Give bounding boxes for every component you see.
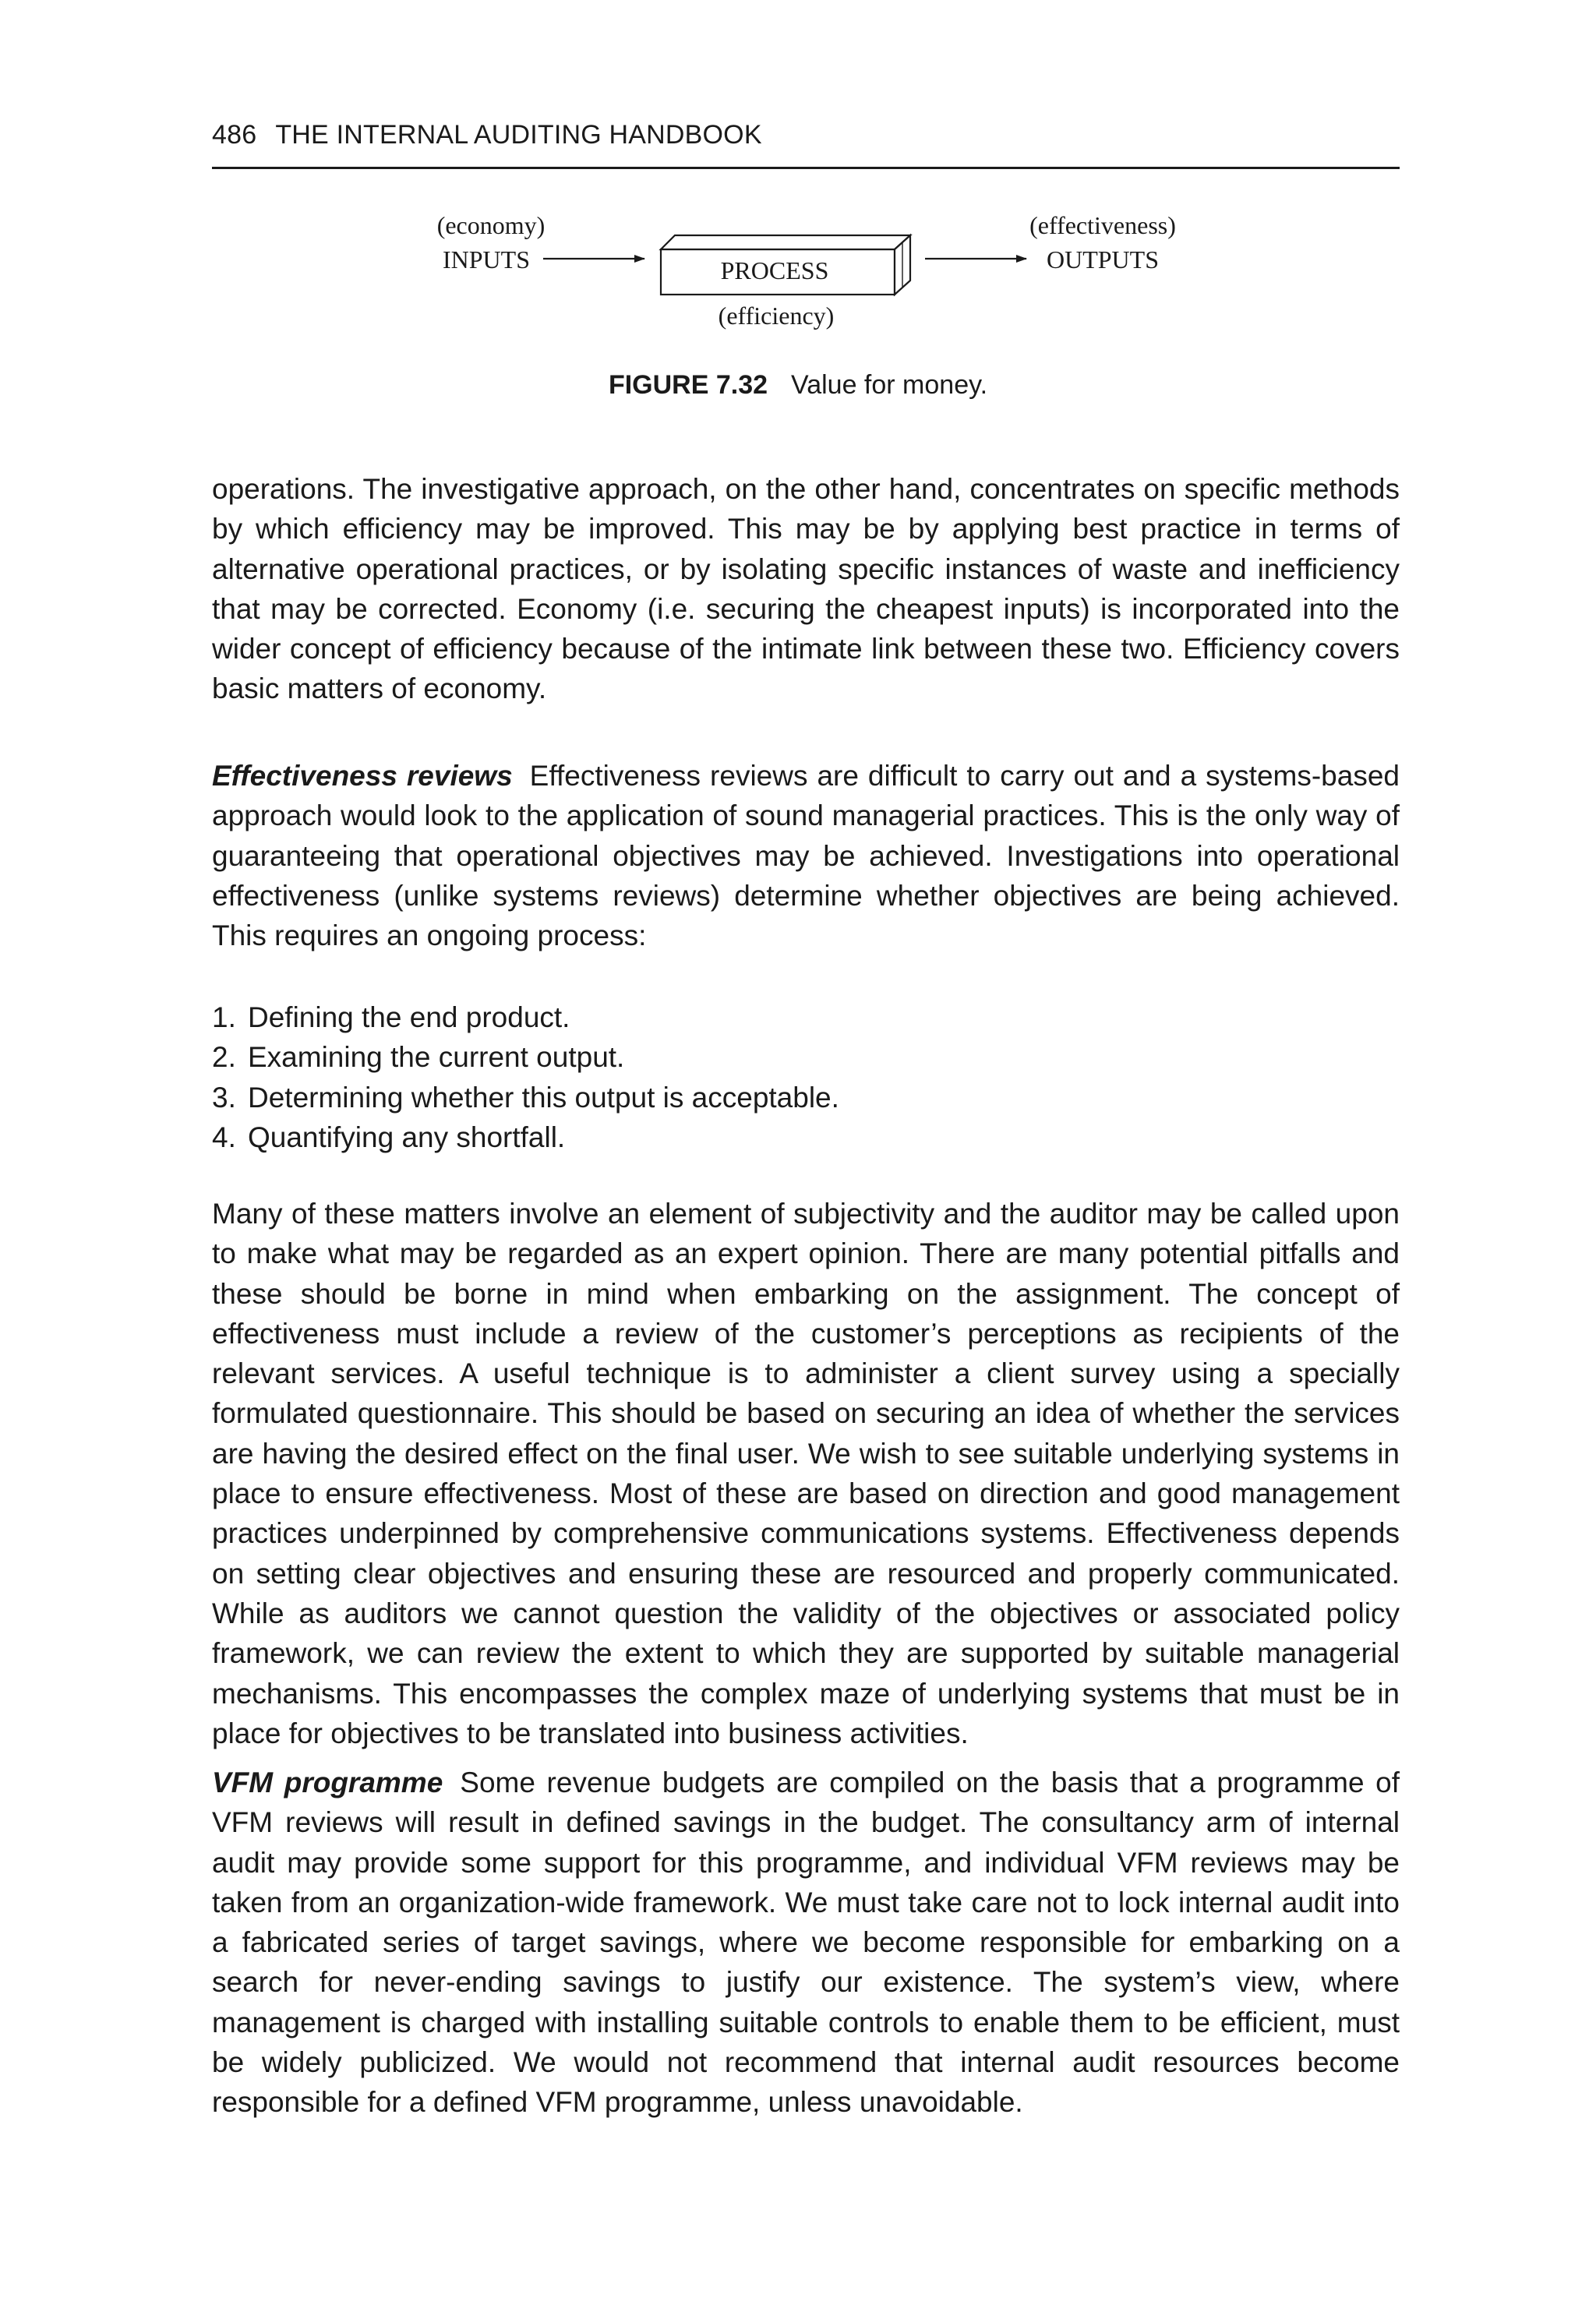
list-item: 1. Defining the end product. <box>212 1001 570 1033</box>
process-steps-list <box>212 997 1400 1157</box>
process-qualifier: (efficiency) <box>718 302 835 330</box>
header-rule <box>212 167 1400 169</box>
figure-caption-text: Value for money. <box>791 370 988 400</box>
vfm-diagram <box>0 195 1596 366</box>
paragraph-effectiveness-reviews <box>212 756 1400 955</box>
inputs-qualifier: (economy) <box>436 211 546 239</box>
outputs-qualifier: (effectiveness) <box>1029 211 1176 239</box>
effectiveness-reviews-text: Effectiveness reviews are difficult to carry out and a systems-based approach would look to the application of sound managerial practices. This is the only way of guaranteeing that operational objectives may be achieved. Investigations into operational effectiveness (unlike systems reviews) determine whether objectives are being achieved. This requires an ongoing process: <box>212 760 1400 952</box>
figure-label: FIGURE 7.32 <box>608 370 768 400</box>
page-number: 486 <box>212 120 257 150</box>
figure-caption <box>0 370 1596 401</box>
running-head <box>212 120 762 150</box>
outputs-label: OUTPUTS <box>1046 245 1160 274</box>
list-item: 4. Quantifying any shortfall. <box>212 1121 566 1153</box>
book-title: THE INTERNAL AUDITING HANDBOOK <box>275 120 762 150</box>
vfm-programme-heading: VFM programme <box>212 1767 443 1798</box>
process-label: PROCESS <box>720 256 829 284</box>
effectiveness-reviews-heading: Effectiveness reviews <box>212 760 513 792</box>
list-item: 3. Determining whether this output is acceptable. <box>212 1081 839 1114</box>
list-item: 2. Examining the current output. <box>212 1041 625 1074</box>
paragraph-vfm-programme <box>212 1763 1400 2123</box>
vfm-programme-text: Some revenue budgets are compiled on the basis that a programme of VFM reviews will result in defined savings in the budget. The consultancy arm of internal audit may provide some support for this programme, and individual VFM reviews may be taken from an organization-wide framework. We must take care not to lock internal audit into a fabricated series of target savings, where we become responsible for embarking on a search for never-ending savings to justify our existence. The system’s view, where management is charged with installing suitable controls to enable them to be efficient, must be widely publicized. We would not recommend that internal audit resources become responsible for a defined VFM programme, unless unavoidable. <box>212 1767 1400 2119</box>
inputs-label: INPUTS <box>442 245 531 274</box>
paragraph-subjectivity: Many of these matters involve an element of subjectivity and the auditor may be called upon to make what may be regarded as an expert opinion. There are many potential pitfalls and these should be borne in mind when embarking on the assignment. The concept of effectiveness must include a review of the customer’s perceptions as recipients of the relevant services. A useful technique is to administer a client survey using a specially formulated questionnaire. This should be based on securing an idea of whether the services are having the desired effect on the final user. We wish to see suitable underlying systems in place to ensure effectiveness. Most of these are based on direction and good management practices underpinned by comprehensive communications systems. Effectiveness depends on setting clear objectives and ensuring these are resourced and properly communicated. While as auditors we cannot question the validity of the objectives or associated policy framework, we can review the extent to which they are supported by suitable managerial mechanisms. This encompasses the complex maze of underlying systems that must be in place for objectives to be translated into business activities. <box>212 1198 1400 1749</box>
paragraph-efficiency: operations. The investigative approach, on the other hand, concentrates on specific methods by which efficiency may be improved. This may be by applying best practice in terms of alternative operational practices, or by isolating specific instances of waste and inefficiency that may be corrected. Economy (i.e. securing the cheapest inputs) is incorporated into the wider concept of efficiency because of the intimate link between these two. Efficiency covers basic matters of economy. <box>212 473 1400 705</box>
